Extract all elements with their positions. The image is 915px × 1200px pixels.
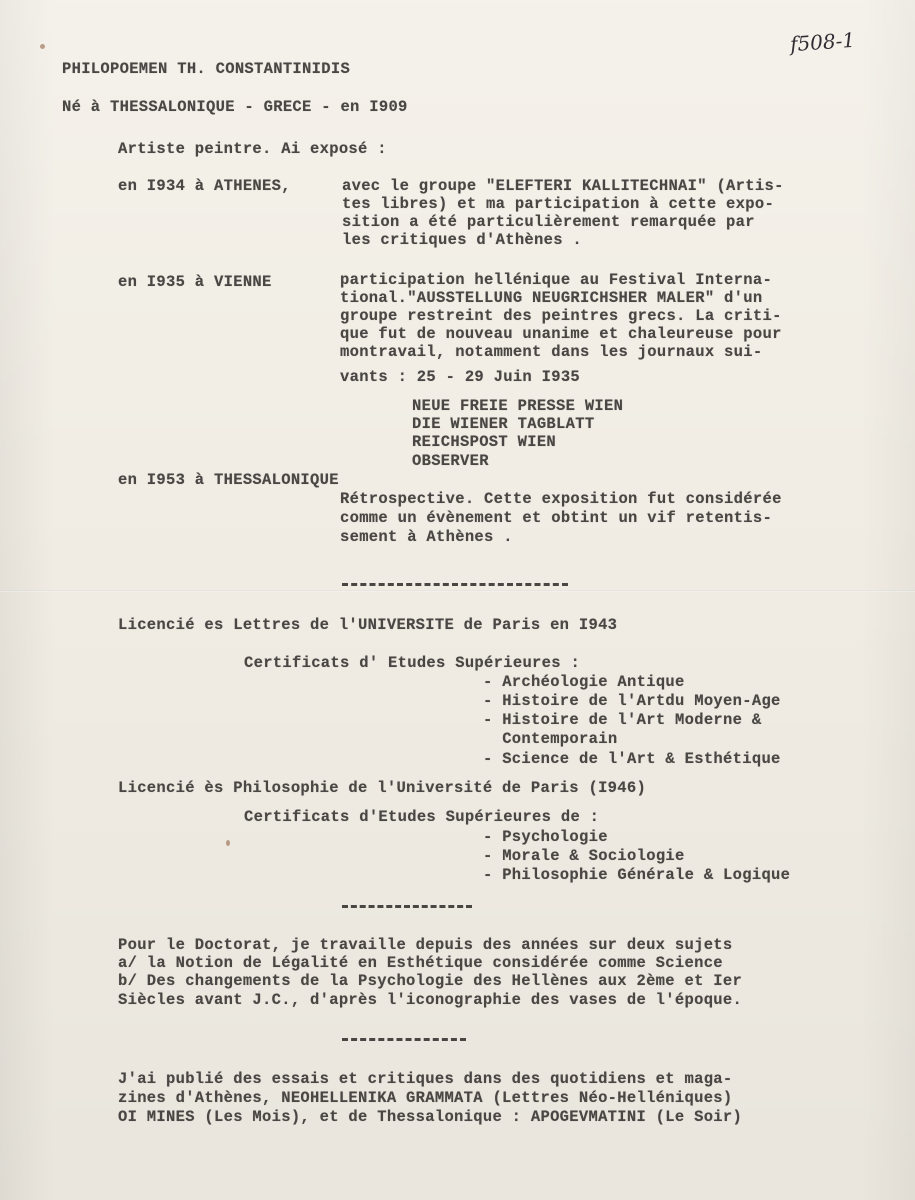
text-line: sement à Athènes . <box>340 528 513 546</box>
author-name: PHILOPOEMEN TH. CONSTANTINIDIS <box>62 60 351 78</box>
newspaper-item: REICHSPOST WIEN <box>412 433 557 451</box>
text-line: Siècles avant J.C., d'après l'iconographie des vases de l'époque. <box>118 991 743 1009</box>
ink-spot <box>226 840 230 846</box>
certificate-item: - Psychologie <box>483 828 608 846</box>
exhibition-thessaloniki-label: en I953 à THESSALONIQUE <box>118 471 339 489</box>
newspaper-item: DIE WIENER TAGBLATT <box>412 415 595 433</box>
degree-lettres-certificates-label: Certificats d' Etudes Supérieures : <box>244 654 581 672</box>
exhibition-vienna-label: en I935 à VIENNE <box>118 273 272 291</box>
section-divider <box>342 1038 466 1041</box>
text-line: avec le groupe "ELEFTERI KALLITECHNAI" (Artis- <box>342 177 784 195</box>
text-line: montravail, notamment dans les journaux sui- <box>340 343 763 361</box>
text-line: tional."AUSSTELLUNG NEUGRICHSHER MALER" d'un <box>340 289 763 307</box>
degree-philosophy-certificates-label: Certificats d'Etudes Supérieures de : <box>244 808 600 826</box>
exhibition-athens-label: en I934 à ATHENES, <box>118 177 291 195</box>
text-line: J'ai publié des essais et critiques dans des quotidiens et maga- <box>118 1070 733 1088</box>
text-line: zines d'Athènes, NEOHELLENIKA GRAMMATA (Lettres Néo-Helléniques) <box>118 1089 733 1107</box>
certificate-item: - Histoire de l'Art Moderne & <box>483 711 762 729</box>
text-line: sition a été particulièrement remarquée par <box>342 213 755 231</box>
newspaper-item: OBSERVER <box>412 452 489 470</box>
artist-intro: Artiste peintre. Ai exposé : <box>118 140 387 158</box>
text-line: OI MINES (Les Mois), et de Thessalonique : APOGEVMATINI (Le Soir) <box>118 1108 743 1126</box>
text-line: tes libres) et ma participation à cette expo- <box>342 195 775 213</box>
certificate-item: - Philosophie Générale & Logique <box>483 866 791 884</box>
certificate-item: - Morale & Sociologie <box>483 847 685 865</box>
section-divider <box>342 905 472 908</box>
text-line: participation hellénique au Festival Interna- <box>340 271 773 289</box>
section-divider <box>342 583 568 586</box>
text-line: a/ la Notion de Légalité en Esthétique considérée comme Science <box>118 954 723 972</box>
degree-philosophy-title: Licencié ès Philosophie de l'Université de Paris (I946) <box>118 779 647 797</box>
degree-lettres-title: Licencié es Lettres de l'UNIVERSITE de Paris en I943 <box>118 616 618 634</box>
text-line: Rétrospective. Cette exposition fut considérée <box>340 490 782 508</box>
newspaper-item: NEUE FREIE PRESSE WIEN <box>412 397 624 415</box>
certificate-item: Contemporain <box>483 730 618 748</box>
archive-reference-note: f508-1 <box>789 27 856 57</box>
certificate-item: - Histoire de l'Artdu Moyen-Age <box>483 692 781 710</box>
text-line: vants : 25 - 29 Juin I935 <box>340 368 581 386</box>
certificate-item: - Science de l'Art & Esthétique <box>483 750 781 768</box>
birth-line: Né à THESSALONIQUE - GRECE - en I909 <box>62 98 408 116</box>
text-line: b/ Des changements de la Psychologie des Hellènes aux 2ème et Ier <box>118 972 743 990</box>
text-line: Pour le Doctorat, je travaille depuis des années sur deux sujets <box>118 936 733 954</box>
certificate-item: - Archéologie Antique <box>483 673 685 691</box>
ink-spot <box>40 44 45 49</box>
text-line: les critiques d'Athènes . <box>342 231 583 249</box>
text-line: que fut de nouveau unanime et chaleureuse pour <box>340 325 782 343</box>
paper-fold-line <box>0 590 915 592</box>
text-line: groupe restreint des peintres grecs. La criti- <box>340 307 782 325</box>
text-line: comme un évènement et obtint un vif retentis- <box>340 509 773 527</box>
